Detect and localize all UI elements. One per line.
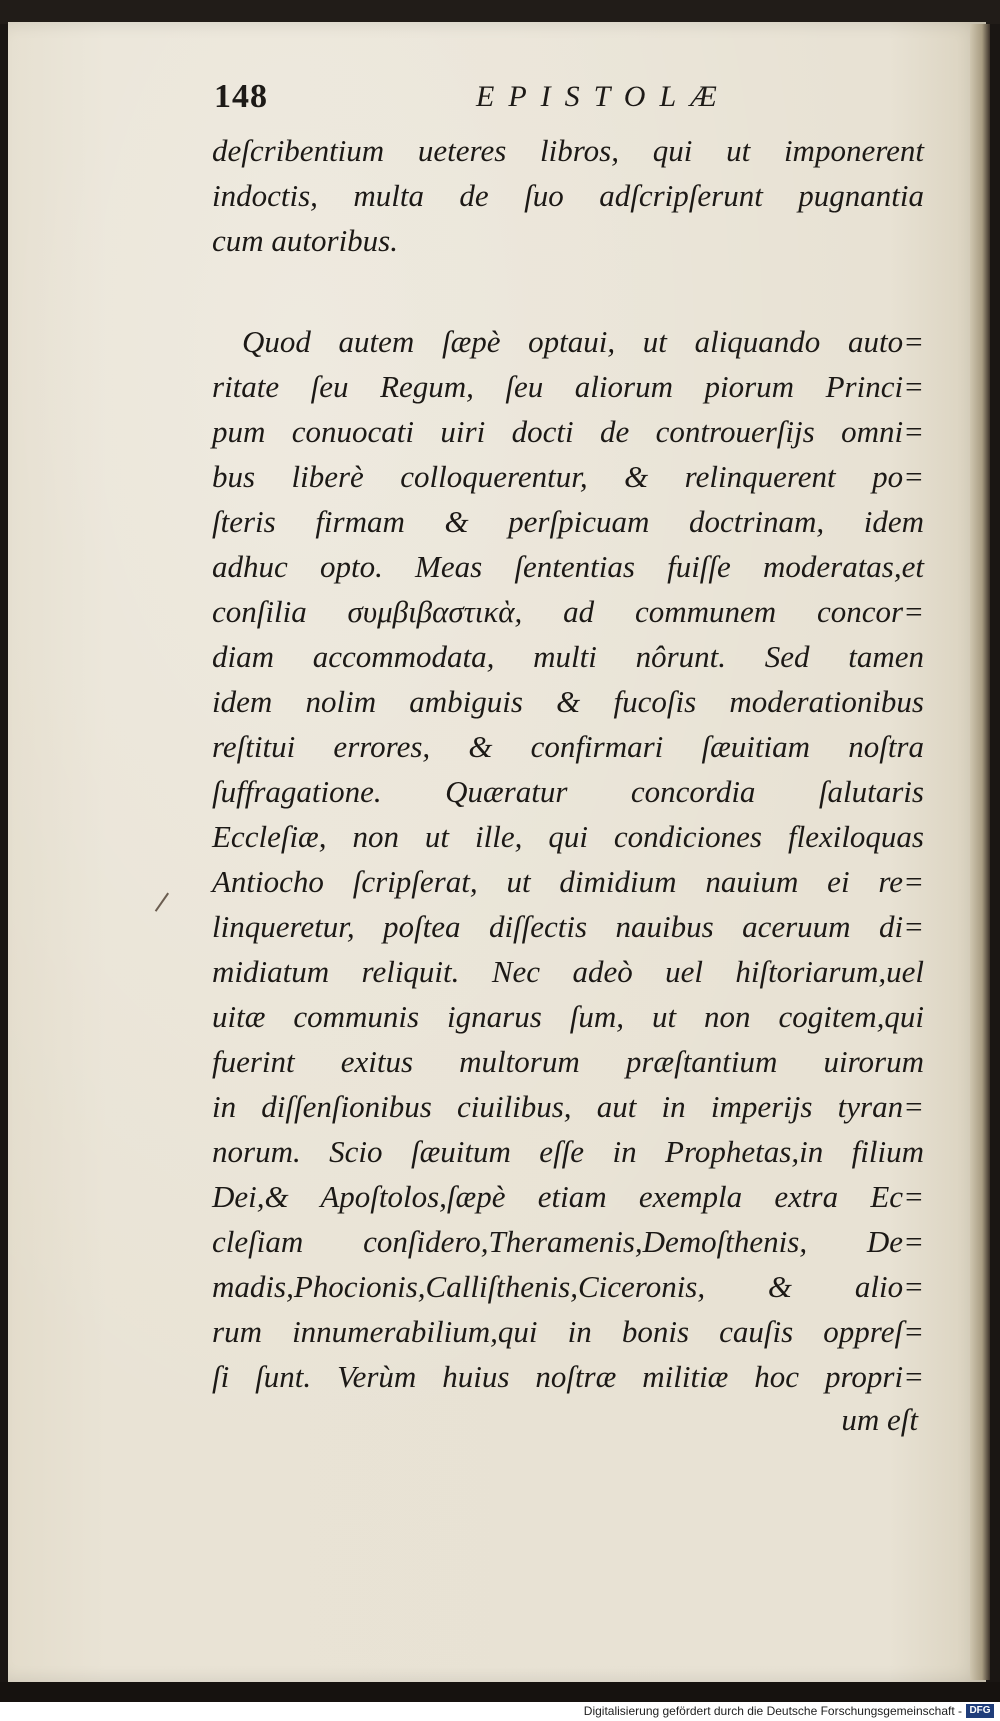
text-line: norum. Scio ſæuitum eſſe in Prophetas,in filium: [212, 1134, 924, 1169]
text-line: conſilia συμβιβαστικὰ, ad communem concor=: [212, 594, 924, 629]
text-line: uitæ communis ignarus ſum, ut non cogitem,qui: [212, 999, 924, 1034]
text-line: Quod autem ſæpè optaui, ut aliquando auto=: [242, 324, 924, 359]
paragraph-gap: [212, 263, 924, 319]
paragraph-2: [212, 319, 924, 1399]
paragraph-1: [212, 128, 924, 263]
scan-border-top: [0, 0, 1000, 24]
text-line: bus liberè colloquerentur, & relinquerent po=: [212, 459, 924, 494]
text-line: idem nolim ambiguis & fucoſis moderationibus: [212, 684, 924, 719]
running-head: [214, 78, 974, 128]
text-line: Eccleſiæ, non ut ille, qui condiciones flexiloquas: [212, 819, 924, 854]
text-line: linqueretur, poſtea diſſectis nauibus aceruum di=: [212, 909, 924, 944]
text-line: cleſiam conſidero,Theramenis,Demoſthenis, De=: [212, 1224, 924, 1259]
text-line: diam accommodata, multi nôrunt. Sed tamen: [212, 639, 924, 674]
text-line: cum autoribus.: [212, 223, 398, 258]
text-line: ſi ſunt. Verùm huius noſtræ militiæ hoc propri=: [212, 1359, 924, 1394]
text-line: ſteris firmam & perſpicuam doctrinam, idem: [212, 504, 924, 539]
text-line: rum innumerabilium,qui in bonis cauſis oppreſ=: [212, 1314, 924, 1349]
page-gutter-edge: [970, 24, 990, 1680]
text-line: pum conuocati uiri docti de controuerſijs omni=: [212, 414, 924, 449]
body-text: [212, 128, 924, 1399]
text-line: reſtitui errores, & confirmari ſæuitiam noſtra: [212, 729, 924, 764]
text-line: in diſſenſionibus ciuilibus, aut in imperijs tyran=: [212, 1089, 924, 1124]
text-line: adhuc opto. Meas ſententias fuiſſe moderatas,et: [212, 549, 924, 584]
text-line: midiatum reliquit. Nec adeò uel hiſtoriarum,uel: [212, 954, 924, 989]
text-line: Antiocho ſcripſerat, ut dimidium nauium ei re=: [212, 864, 924, 899]
digitization-credit: Digitalisierung gefördert durch die Deutsche Forschungsgemeinschaft -: [583, 1704, 962, 1718]
catchword: um eſt: [841, 1402, 918, 1437]
text-line: fuerint exitus multorum præſtantium uirorum: [212, 1044, 924, 1079]
text-line: ritate ſeu Regum, ſeu aliorum piorum Princi=: [212, 369, 924, 404]
text-line: madis,Phocionis,Calliſthenis,Ciceronis, & alio=: [212, 1269, 924, 1304]
text-line: ſuffragatione. Quæratur concordia ſalutaris: [212, 774, 924, 809]
text-line: Dei,& Apoſtolos,ſæpè etiam exempla extra Ec=: [212, 1179, 924, 1214]
dfg-logo[interactable]: DFG: [966, 1704, 994, 1718]
scan-border-bottom: [0, 1682, 1000, 1702]
text-line: indoctis, multa de ſuo adſcripſerunt pugnantia: [212, 178, 924, 213]
page-number: 148: [214, 78, 268, 115]
running-title: EPISTOLÆ: [476, 80, 731, 113]
text-line: deſcribentium ueteres libros, qui ut imponerent: [212, 133, 924, 168]
